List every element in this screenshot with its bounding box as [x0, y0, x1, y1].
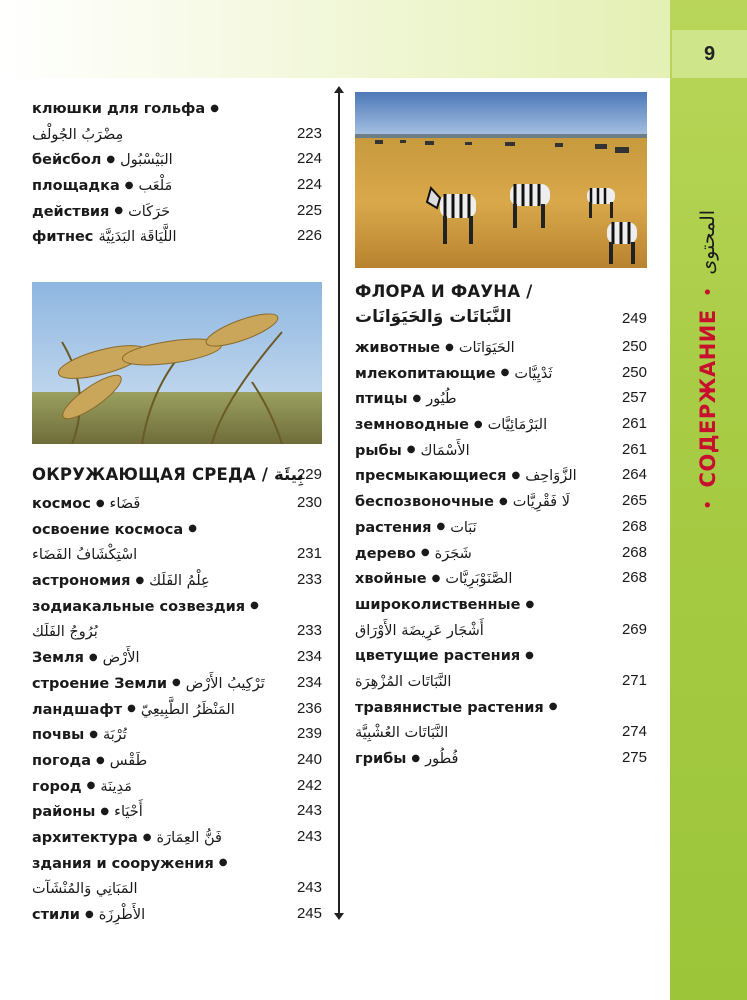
bullet-icon: ●: [525, 649, 534, 661]
entry-page: 239: [296, 725, 322, 743]
toc-entry[interactable]: [32, 644, 322, 670]
entry-ru: беспозвоночные: [355, 494, 494, 511]
toc-entry[interactable]: [32, 593, 322, 619]
toc-entry[interactable]: [32, 850, 322, 876]
bullet-icon: ●: [210, 102, 219, 114]
entry-page: 268: [621, 569, 647, 587]
bullet-icon: ●: [525, 598, 535, 610]
entry-ar: طَقْس: [109, 752, 148, 769]
entry-ru: цветущие растения: [355, 648, 521, 665]
entry-ar: عِلْمُ الفَلَك: [149, 573, 210, 590]
bullet-icon: ●: [100, 805, 110, 817]
toc-entry[interactable]: [32, 223, 322, 249]
entry-ru: архитектура: [32, 829, 138, 846]
entry-ar: اسْتِكْشَافُ الفَضَاء: [32, 547, 138, 564]
toc-entry[interactable]: [355, 385, 647, 411]
entry-ar: النَّبَاتَات المُزْهِرَة: [355, 673, 452, 690]
bullet-icon: ●: [86, 780, 96, 792]
entry-ar: الصَّنَوْبَرِيَّات: [445, 571, 513, 588]
toc-entry[interactable]: [355, 745, 647, 771]
entry-ar: تُرْبَة: [102, 727, 127, 744]
entry-ru: строение Земли: [32, 675, 168, 692]
column-divider: [338, 92, 340, 914]
heading-ar: بِيئَة: [274, 465, 304, 484]
toc-entry[interactable]: [355, 591, 647, 617]
bullet-icon: ●: [142, 831, 152, 843]
entry-page: 261: [621, 415, 647, 433]
toc-entry[interactable]: [355, 334, 647, 360]
section-title-vertical: [696, 210, 720, 510]
heading-ar: النَّبَاتَات وَالحَيَوَانَات: [355, 307, 512, 327]
entry-ar: شَجَرَة: [434, 545, 472, 562]
toc-entry[interactable]: [355, 642, 647, 668]
entry-ar: أَشْجَار عَرِيضَة الأَوْرَاق: [355, 622, 484, 639]
bullet-icon: ●: [436, 521, 446, 533]
top-header-band: [0, 0, 670, 78]
entry-page: 231: [296, 545, 322, 563]
toc-entry[interactable]: [355, 411, 647, 437]
entry-ar: اللَّيَاقَة البَدَنِيَّة: [98, 229, 177, 246]
entry-ar: الأَرْض: [102, 650, 140, 667]
toc-entry[interactable]: [32, 824, 322, 850]
bullet-icon: ●: [96, 754, 105, 766]
flora-fauna-section: [355, 280, 647, 771]
entry-page: 242: [296, 776, 322, 794]
entry-page: 243: [296, 802, 322, 820]
toc-entry[interactable]: [355, 488, 647, 514]
flora-fauna-entries: [355, 334, 647, 771]
bullet-icon: ●: [420, 547, 430, 559]
entry-ru: зодиакальные созвездия: [32, 598, 246, 615]
toc-entry[interactable]: [32, 567, 322, 593]
entry-ru: бейсбол: [32, 152, 102, 169]
bullet-icon: ●: [250, 600, 259, 612]
toc-entry[interactable]: [32, 516, 322, 542]
entry-ar: أَحْيَاء: [114, 804, 143, 821]
entry-ru: животные: [355, 340, 441, 356]
entry-ru: площадка: [32, 178, 120, 195]
toc-entry[interactable]: [32, 541, 322, 567]
bullet-icon: ●: [172, 677, 181, 689]
toc-entry[interactable]: [355, 565, 647, 591]
entry-page: 257: [621, 389, 647, 407]
section-title-ar: المحتوى: [697, 209, 719, 275]
entry-ar: تَرْكِيبُ الأَرْض: [185, 675, 265, 692]
bullet-icon: ●: [548, 701, 558, 713]
toc-entry[interactable]: [32, 121, 322, 147]
environment-entries: [32, 490, 322, 927]
entry-ar: النَّبَاتَات العُشْبِيَّة: [355, 725, 449, 742]
entry-page: 243: [296, 879, 322, 897]
entry-page: 269: [621, 620, 647, 638]
entry-ru: здания и сооружения: [32, 855, 214, 872]
entry-page: 240: [296, 750, 322, 768]
entry-page: 275: [621, 749, 647, 766]
entry-ar: نَبَات: [450, 519, 477, 536]
entry-ru: хвойные: [355, 571, 427, 588]
entry-ru: астрономия: [32, 573, 131, 590]
bullet-icon: ●: [88, 651, 98, 663]
bullet-icon: ●: [188, 523, 197, 535]
entry-ru: почвы: [32, 727, 85, 744]
heading-page: 249: [621, 310, 647, 327]
entry-ru: птицы: [355, 391, 408, 408]
left-column: [32, 95, 322, 249]
bullet-icon: ●: [406, 444, 416, 456]
bullet-icon: ●: [499, 495, 508, 507]
entry-page: 271: [621, 671, 647, 689]
entry-page: 223: [296, 124, 322, 142]
entry-page: 264: [621, 466, 647, 484]
entry-ar: مَلْعَب: [138, 178, 173, 195]
toc-entry[interactable]: [32, 490, 322, 516]
entry-page: 250: [621, 338, 647, 355]
entry-page: 224: [296, 150, 322, 168]
heading-ru: ФЛОРА И ФАУНА /: [355, 282, 533, 301]
toc-entry[interactable]: [32, 172, 322, 198]
bullet-icon: ●: [135, 574, 145, 586]
entry-page: 234: [296, 648, 322, 666]
section-heading[interactable]: [32, 460, 322, 490]
entry-ar: فُطُور: [425, 751, 459, 767]
bullet-icon: ●: [84, 908, 94, 920]
section-title-ru: СОДЕРЖАНИЕ: [696, 309, 720, 488]
entry-page: 226: [296, 227, 322, 245]
entry-page: 268: [621, 517, 647, 535]
entry-ru: земноводные: [355, 417, 469, 434]
heading-page: 229: [296, 466, 322, 483]
bullet-icon: ●: [218, 857, 228, 869]
toc-entry[interactable]: [32, 618, 322, 644]
entry-page: 274: [621, 723, 647, 741]
toc-entry[interactable]: [32, 95, 322, 121]
entry-ru: растения: [355, 519, 432, 536]
toc-entry[interactable]: [32, 773, 322, 799]
entry-ru: грибы: [355, 751, 407, 767]
entry-ru: рыбы: [355, 442, 402, 459]
entry-ar: الأَسْمَاك: [420, 442, 470, 459]
toc-entry[interactable]: [355, 668, 647, 694]
section-heading[interactable]: [355, 280, 647, 334]
bullet-icon: ●: [511, 470, 521, 482]
heading-ru: ОКРУЖАЮЩАЯ СРЕДА /: [32, 465, 269, 484]
entry-ar: فَضَاء: [109, 496, 141, 512]
entry-page: 224: [296, 176, 322, 194]
toc-entry[interactable]: [32, 198, 322, 224]
entry-ar: البَرْمَائِيَّات: [487, 417, 548, 434]
bullet-icon: ●: [412, 393, 422, 405]
entry-ar: فَنُّ العِمَارَة: [156, 829, 222, 846]
entry-ar: لَا فَقْرِيَّات: [512, 494, 570, 511]
entry-page: 245: [296, 905, 322, 922]
entry-ru: районы: [32, 804, 96, 821]
toc-entry[interactable]: [32, 798, 322, 824]
entry-ar: المَبَانِي وَالمُنْشَآت: [32, 881, 138, 898]
entry-ru: ландшафт: [32, 701, 123, 718]
entry-page: 230: [296, 494, 322, 511]
bullet-icon: ●: [431, 572, 441, 584]
toc-entry[interactable]: [355, 514, 647, 540]
toc-entry[interactable]: [32, 721, 322, 747]
entry-ru: освоение космоса: [32, 521, 184, 538]
entry-ar: المَنْظَرُ الطَّبِيعِيّ: [140, 701, 235, 718]
entry-page: 236: [296, 699, 322, 717]
toc-entry[interactable]: [32, 901, 322, 927]
entry-ru: пресмыкающиеся: [355, 468, 507, 485]
environment-section: [32, 460, 322, 927]
entry-ru: Земля: [32, 650, 84, 667]
entry-ru: травянистые растения: [355, 699, 544, 716]
entry-ru: клюшки для гольфа: [32, 101, 206, 117]
entry-page: 261: [621, 440, 647, 458]
section-bullet: •: [697, 286, 719, 298]
entry-page: 265: [621, 492, 647, 510]
toc-entry[interactable]: [355, 694, 647, 720]
entry-ar: الأَطْرِزَة: [98, 907, 146, 923]
bullet-icon: ●: [114, 205, 124, 217]
entry-ar: مِضْرَبُ الجُولْف: [32, 126, 124, 143]
entry-ar: بُرُوجُ الفَلَك: [32, 624, 98, 641]
entry-ar: مَدِينَة: [100, 778, 132, 795]
entry-ar: حَرَكَات: [128, 203, 171, 220]
entry-ar: الحَيَوَانَات: [458, 340, 515, 356]
section-bullet: •: [697, 499, 719, 511]
page-number: 9: [672, 30, 747, 78]
entry-ru: космос: [32, 496, 91, 512]
entry-page: 268: [621, 543, 647, 561]
bullet-icon: ●: [106, 154, 116, 166]
toc-entry[interactable]: [355, 437, 647, 463]
bullet-icon: ●: [127, 703, 136, 715]
toc-entry[interactable]: [355, 719, 647, 745]
entry-ru: действия: [32, 203, 110, 220]
toc-entry[interactable]: [32, 747, 322, 773]
entry-ar: طُيُور: [426, 391, 457, 408]
entry-page: 250: [621, 363, 647, 381]
bullet-icon: ●: [473, 418, 483, 430]
entry-ar: الزَّوَاحِف: [525, 468, 577, 485]
entry-ru: млекопитающие: [355, 365, 496, 382]
wheat-photo: [32, 282, 322, 444]
toc-entry[interactable]: [355, 617, 647, 643]
toc-entry[interactable]: [355, 462, 647, 488]
entry-page: 225: [296, 201, 322, 219]
bullet-icon: ●: [500, 367, 510, 379]
toc-entry[interactable]: [32, 875, 322, 901]
bullet-icon: ●: [445, 341, 454, 353]
zebra-photo: [355, 92, 647, 268]
bullet-icon: ●: [95, 497, 105, 509]
entry-page: 233: [296, 571, 322, 589]
entry-page: 243: [296, 827, 322, 845]
entry-ar: البَيْسْبُول: [120, 152, 173, 169]
toc-entry[interactable]: [32, 696, 322, 722]
entry-ru: широколиственные: [355, 596, 521, 613]
entry-ru: фитнес: [32, 229, 94, 246]
bullet-icon: ●: [124, 179, 134, 191]
entry-ru: погода: [32, 752, 92, 769]
bullet-icon: ●: [89, 728, 98, 740]
bullet-icon: ●: [411, 752, 421, 764]
entry-ru: стили: [32, 907, 80, 923]
entry-page: 234: [296, 673, 322, 691]
toc-entry[interactable]: [32, 146, 322, 172]
toc-entry[interactable]: [32, 670, 322, 696]
entry-ar: ثَدْيِيَّات: [514, 365, 553, 382]
entry-ru: дерево: [355, 545, 416, 562]
toc-entry[interactable]: [355, 540, 647, 566]
entry-ru: город: [32, 778, 82, 795]
entry-page: 233: [296, 622, 322, 640]
toc-entry[interactable]: [355, 360, 647, 386]
